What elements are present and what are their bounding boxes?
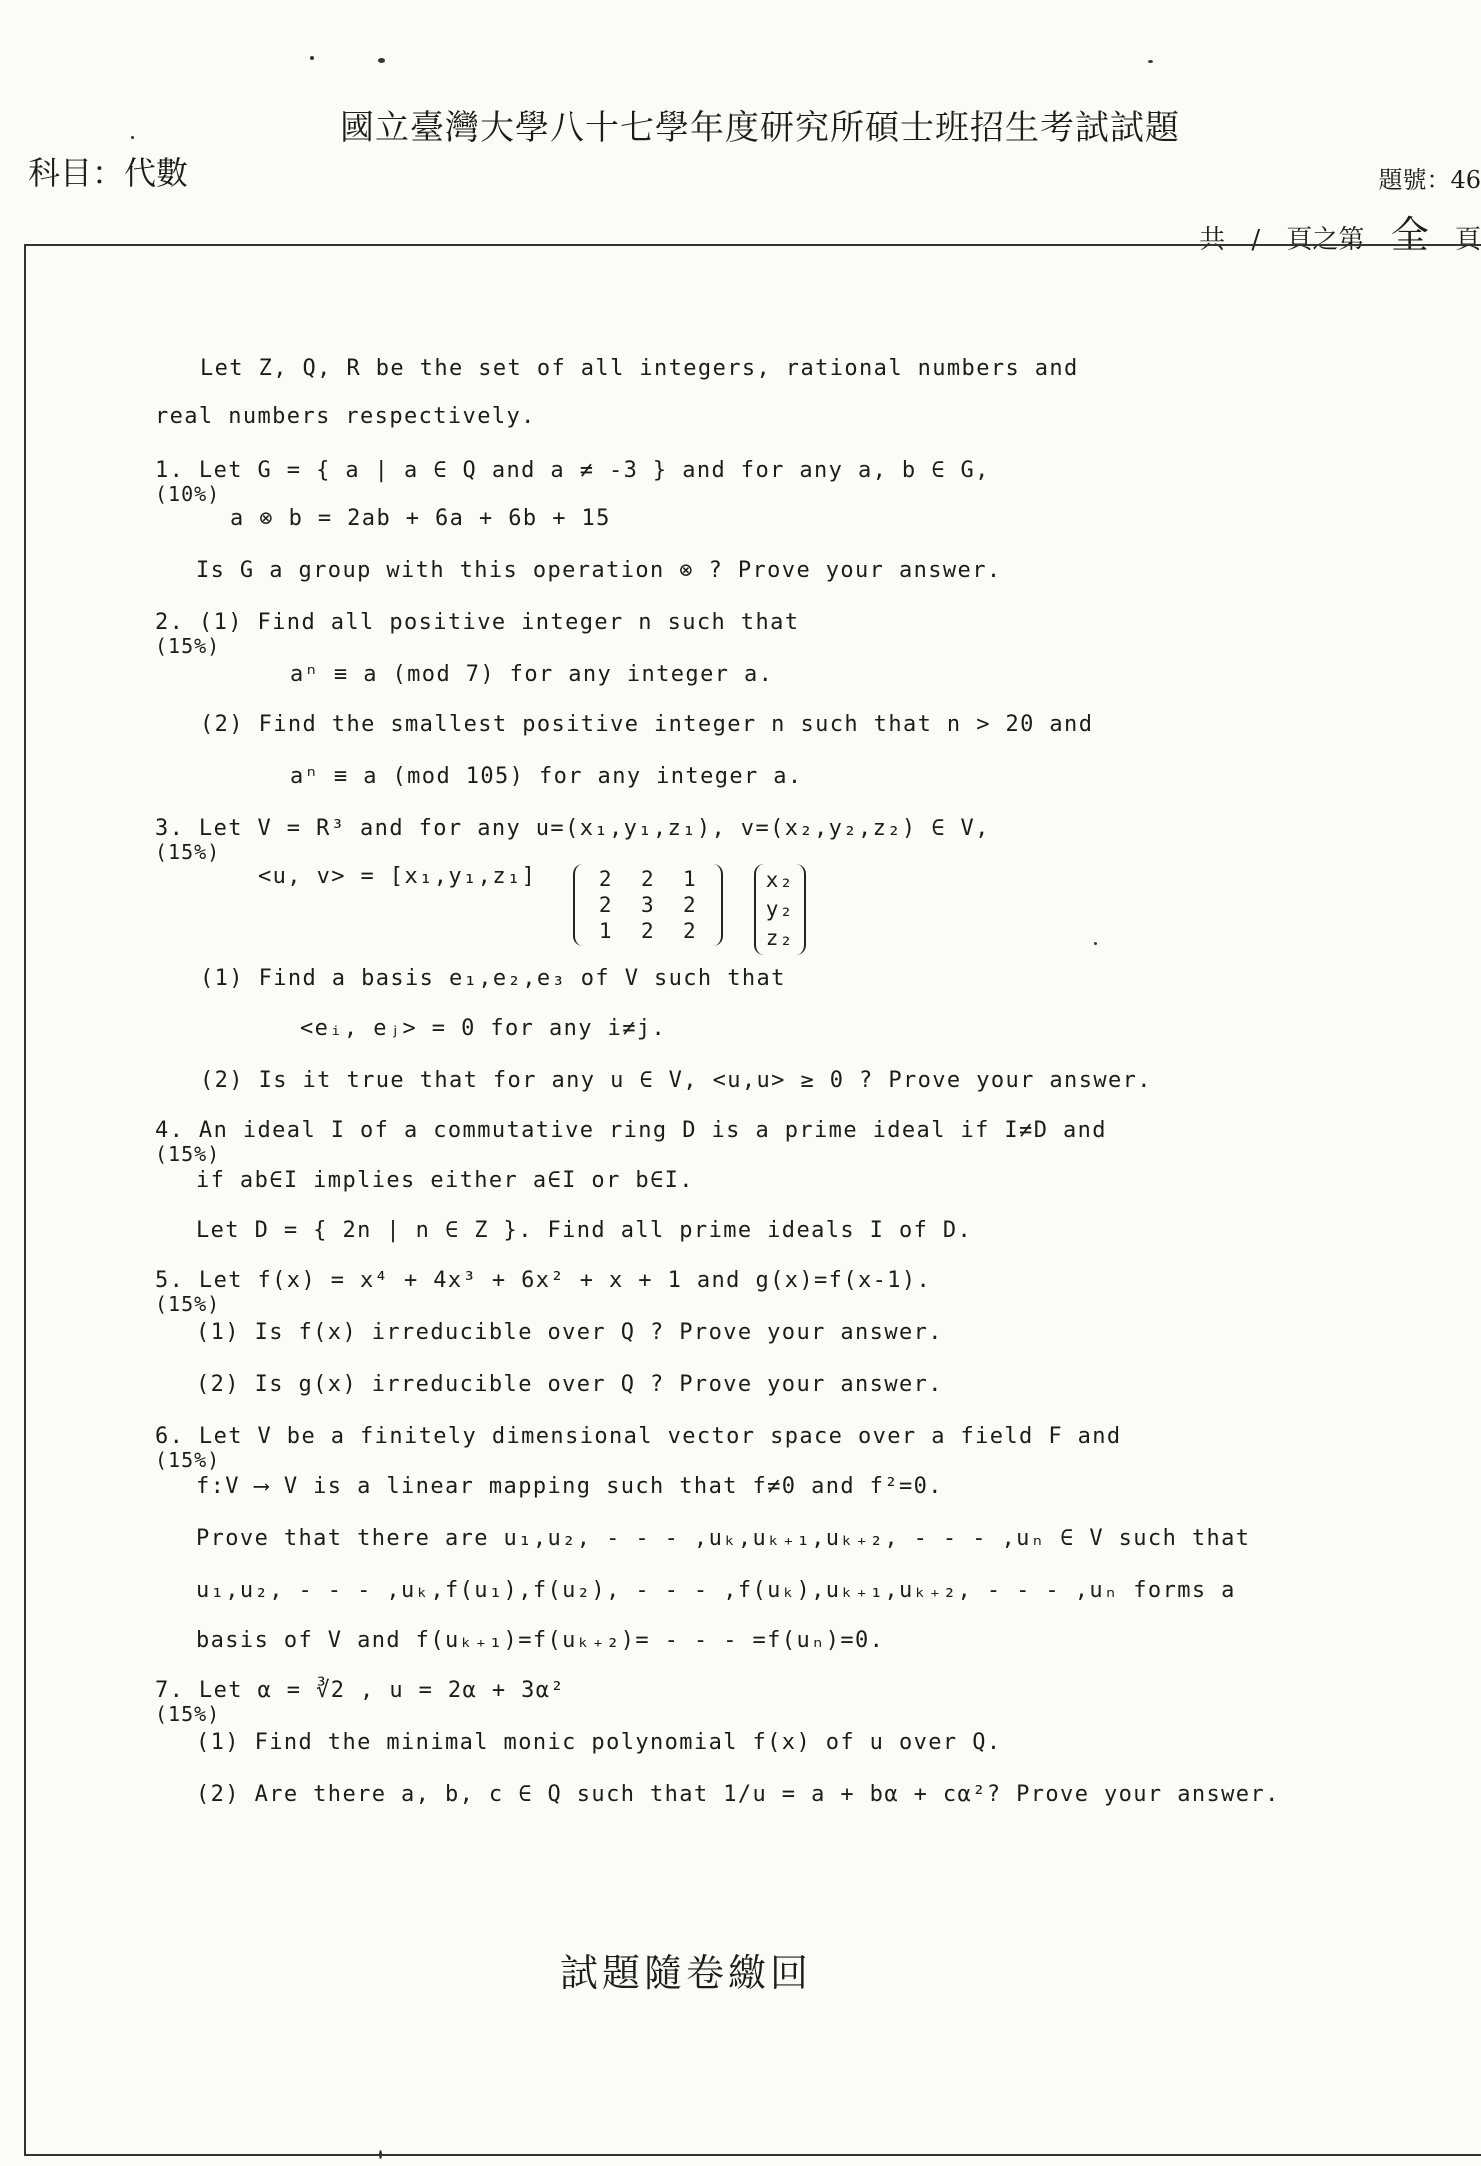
- q7-line-1: 7. Let α = ∛2 , u = 2α + 3α²: [155, 1678, 566, 1703]
- page-info-pre: 共: [1199, 225, 1226, 255]
- q3-matrix: [573, 864, 723, 946]
- q3-inner-product-text: <u, v> = [x₁,y₁,z₁]: [258, 864, 537, 889]
- q7-line-2: (1) Find the minimal monic polynomial f(x) of u over Q.: [196, 1730, 1002, 1755]
- q3-percent: (15%): [155, 840, 221, 864]
- q3-line-4: (2) Is it true that for any u ∈ V, <u,u> ≥ 0 ? Prove your answer.: [200, 1068, 1152, 1093]
- scan-speck: [1094, 942, 1097, 945]
- q4-line-2: if ab∈I implies either a∈I or b∈I.: [196, 1168, 694, 1193]
- matrix-cell: 2: [640, 919, 656, 943]
- scan-speck: [310, 56, 314, 60]
- q5-line-3: (2) Is g(x) irreducible over Q ? Prove your answer.: [196, 1372, 943, 1397]
- intro-line-2: real numbers respectively.: [155, 404, 536, 429]
- subject-label: 科目：代數: [28, 154, 189, 192]
- q1-line-1: 1. Let G = { a | a ∈ Q and a ≠ -3 } and for any a, b ∈ G,: [155, 458, 990, 483]
- q2-percent: (15%): [155, 634, 221, 658]
- page-info-current: 全: [1390, 213, 1429, 257]
- page-info-mid: 頁之第: [1286, 225, 1365, 255]
- q3-line-1: 3. Let V = R³ and for any u=(x₁,y₁,z₁), v=(x₂,y₂,z₂) ∈ V,: [155, 816, 990, 841]
- intro-line-1: Let Z, Q, R be the set of all integers, rational numbers and: [200, 356, 1079, 381]
- q7-line-3: (2) Are there a, b, c ∈ Q such that 1/u = a + bα + cα²? Prove your answer.: [196, 1782, 1280, 1807]
- exam-title: 國立臺灣大學八十七學年度研究所碩士班招生考試試題: [340, 108, 1180, 148]
- page-info-post: 頁: [1454, 225, 1481, 255]
- q6-line-3: Prove that there are u₁,u₂, - - - ,uₖ,uₖ₊₁,uₖ₊₂, - - - ,uₙ ∈ V such that: [196, 1526, 1251, 1551]
- vector-entry: z₂: [765, 926, 794, 950]
- scan-speck: [379, 2150, 382, 2159]
- matrix-cell: 2: [640, 867, 656, 891]
- q3-column-vector: [754, 864, 806, 955]
- q2-line-3: (2) Find the smallest positive integer n such that n > 20 and: [200, 712, 1094, 737]
- matrix-cell: 2: [598, 867, 613, 891]
- q6-line-1: 6. Let V be a finitely dimensional vector space over a field F and: [155, 1424, 1122, 1449]
- matrix-cell: 1: [683, 867, 698, 891]
- vector-entry: x₂: [765, 868, 794, 892]
- scan-speck: [1148, 60, 1153, 63]
- question-number: 題號：46: [1378, 166, 1481, 194]
- q4-line-1: 4. An ideal I of a commutative ring D is a prime ideal if I≠D and: [155, 1118, 1107, 1143]
- q7-percent: (15%): [155, 1702, 221, 1726]
- q3-line-3: <eᵢ, eⱼ> = 0 for any i≠j.: [300, 1016, 667, 1041]
- q5-line-1: 5. Let f(x) = x⁴ + 4x³ + 6x² + x + 1 and g(x)=f(x-1).: [155, 1268, 932, 1293]
- q2-line-1: 2. (1) Find all positive integer n such that: [155, 610, 800, 635]
- q3-line-2: (1) Find a basis e₁,e₂,e₃ of V such that: [200, 966, 786, 991]
- q2-line-4: aⁿ ≡ a (mod 105) for any integer a.: [290, 764, 803, 789]
- q6-line-5: basis of V and f(uₖ₊₁)=f(uₖ₊₂)= - - - =f(uₙ)=0.: [196, 1628, 885, 1653]
- q1-line-3: Is G a group with this operation ⊗ ? Prove your answer.: [196, 558, 1002, 583]
- q5-line-2: (1) Is f(x) irreducible over Q ? Prove your answer.: [196, 1320, 943, 1345]
- matrix-cell: 1: [598, 919, 613, 943]
- matrix-cell: 3: [640, 893, 656, 917]
- q6-percent: (15%): [155, 1448, 221, 1472]
- scan-speck: [131, 136, 134, 139]
- q3-inner-product: [258, 864, 806, 955]
- matrix-cell: 2: [598, 893, 613, 917]
- page-info-total: /: [1251, 225, 1261, 255]
- q4-percent: (15%): [155, 1142, 221, 1166]
- q1-line-2: a ⊗ b = 2ab + 6a + 6b + 15: [230, 506, 611, 531]
- matrix-cell: 2: [683, 919, 698, 943]
- q4-line-3: Let D = { 2n | n ∈ Z }. Find all prime ideals I of D.: [196, 1218, 973, 1243]
- return-with-answer-sheet-stamp: 試題隨卷繳回: [560, 1951, 813, 1995]
- q6-line-4: u₁,u₂, - - - ,uₖ,f(u₁),f(u₂), - - - ,f(uₖ),uₖ₊₁,uₖ₊₂, - - - ,uₙ forms a: [196, 1578, 1236, 1603]
- scan-speck: [378, 58, 385, 63]
- matrix-cell: 2: [683, 893, 698, 917]
- q2-line-2: aⁿ ≡ a (mod 7) for any integer a.: [290, 662, 774, 687]
- q1-percent: (10%): [155, 482, 221, 506]
- q6-line-2: f:V ⟶ V is a linear mapping such that f≠0 and f²=0.: [196, 1474, 943, 1499]
- q5-percent: (15%): [155, 1292, 221, 1316]
- vector-entry: y₂: [765, 897, 794, 921]
